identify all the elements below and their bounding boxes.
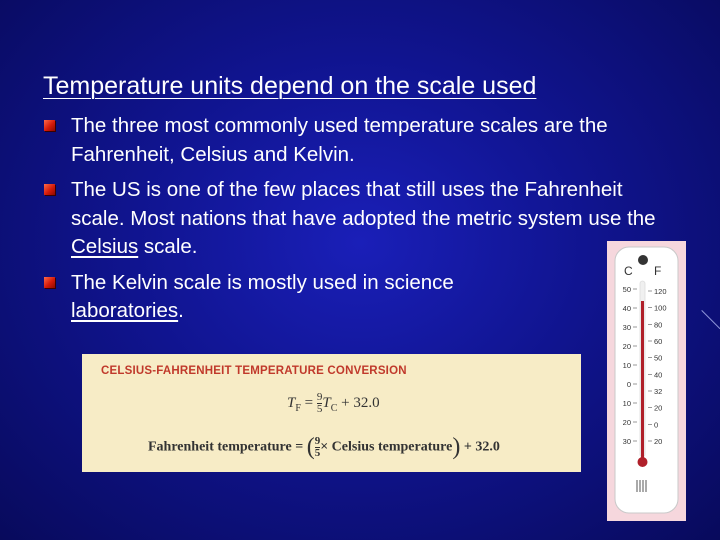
bullet-text: The Kelvin scale is mostly used in science — [71, 270, 454, 294]
fraction-numerator: 9 — [314, 435, 321, 447]
fahrenheit-tick-label: 60 — [654, 337, 663, 346]
fraction-denominator: 5 — [316, 403, 323, 415]
fahrenheit-tick-label: 32 — [654, 387, 663, 396]
fahrenheit-tick-label: 40 — [654, 370, 663, 380]
celsius-tick-label: 50 — [622, 285, 631, 294]
celsius-tick-label: 10 — [622, 399, 631, 408]
fahrenheit-tick-label: 80 — [654, 320, 663, 330]
fraction-numerator: 9 — [316, 391, 323, 403]
fahrenheit-scale-label: F — [654, 264, 662, 278]
celsius-tick-label: 0 — [626, 380, 631, 389]
bullet-text: scale. — [138, 235, 198, 258]
formula-symbolic — [287, 392, 380, 415]
bullet-item — [44, 269, 664, 326]
fahrenheit-tick-label: 100 — [654, 303, 667, 313]
formula-lhs: T — [287, 394, 296, 411]
celsius-link[interactable]: Celsius — [71, 235, 139, 258]
fahrenheit-tick-label: 0 — [654, 420, 659, 430]
formula-words-constant: + 32.0 — [463, 439, 500, 455]
bullet-item — [44, 176, 664, 262]
celsius-tick-label: 20 — [622, 342, 631, 351]
bullet-marker-icon — [44, 184, 55, 195]
fahrenheit-tick-label: 50 — [654, 353, 663, 363]
celsius-tick-label: 10 — [622, 361, 631, 370]
bullet-marker-icon — [44, 120, 55, 131]
conversion-title: CELSIUS-FAHRENHEIT TEMPERATURE CONVERSION — [101, 365, 407, 377]
formula-rhs-subscript: C — [330, 402, 338, 414]
mercury-bulb — [638, 457, 648, 467]
fahrenheit-tick-label: 20 — [654, 437, 663, 446]
mercury-column — [641, 301, 644, 461]
bullet-marker-icon — [44, 277, 55, 288]
fahrenheit-tick-label: 20 — [654, 403, 663, 413]
bullet-text: The US is one of the few places that still uses the Fahrenheit scale. Most nations that have adopted the metric system use the — [71, 178, 656, 230]
celsius-tick-label: 40 — [622, 304, 631, 313]
formula-rhs: T — [322, 394, 331, 411]
celsius-tick-label: 30 — [622, 323, 631, 332]
formula-words-lhs: Fahrenheit temperature = — [148, 439, 304, 455]
bullet-item — [44, 112, 664, 169]
formula-words-mid: × Celsius temperature — [320, 439, 453, 455]
fraction-denominator: 5 — [314, 447, 321, 459]
formula-words: Fahrenheit temperature = ( $\frac{9}{5}$ × Celsius temperature) + 32.0 — [148, 434, 500, 460]
slide-title: Temperature units depend on the scale used — [43, 72, 537, 100]
bullet-text: . — [178, 299, 184, 322]
formula-equals: = — [304, 394, 314, 411]
bullet-list — [44, 112, 664, 333]
formula-lhs-subscript: F — [295, 402, 301, 414]
celsius-scale-label: C — [624, 264, 633, 278]
thermometer-graphic — [607, 241, 686, 521]
formula-constant: + 32.0 — [341, 394, 380, 411]
celsius-tick-label: 20 — [622, 418, 631, 427]
conversion-formula-image — [82, 354, 581, 472]
celsius-tick-label: 30 — [622, 437, 631, 446]
thermometer-image — [607, 241, 686, 521]
bullet-text: The three most commonly used temperature scales are the Fahrenheit, Celsius and Kelvin. — [71, 114, 608, 166]
fahrenheit-tick-label: 120 — [654, 287, 667, 296]
laboratories-link[interactable]: laboratories — [71, 299, 179, 322]
decorative-line — [701, 310, 720, 329]
